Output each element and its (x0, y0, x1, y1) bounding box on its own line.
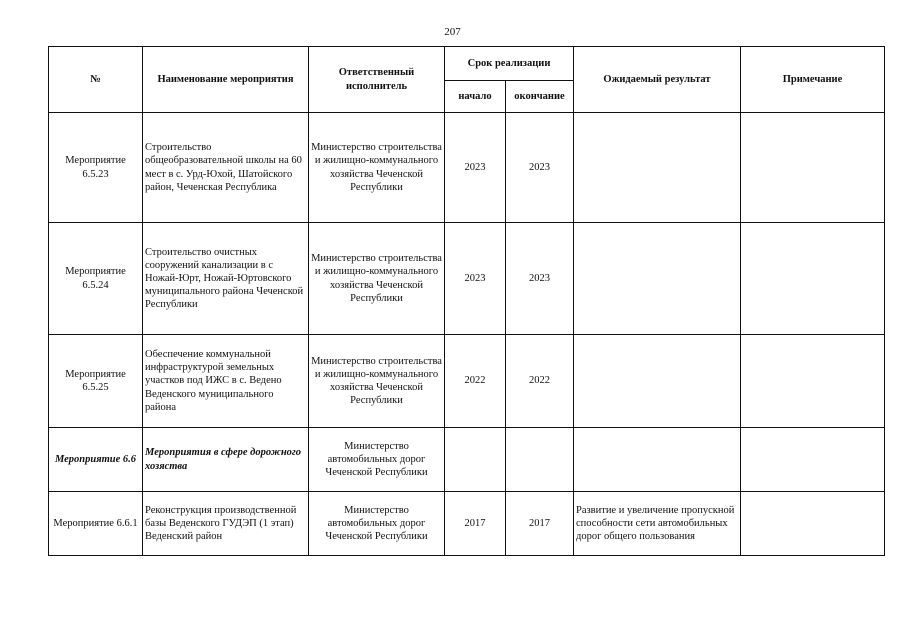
row-responsible: Министерство автомобильных дорог Чеченской Республики (309, 492, 445, 556)
header-row (49, 47, 885, 81)
table-row-section (49, 428, 885, 492)
header-responsible: Ответственный исполнитель (309, 47, 445, 113)
row-name: Строительство общеобразовательной школы на 60 мест в с. Урд-Юхой, Шатойского район, Чеченская Республика (143, 113, 309, 223)
row-result (574, 428, 741, 492)
row-name: Реконструкция производственной базы Веденского ГУДЭП (1 этап) Веденский район (143, 492, 309, 556)
row-num: Мероприятие 6.6.1 (49, 492, 143, 556)
table-row (49, 113, 885, 223)
row-name: Строительство очистных сооружений канализации в с Ножай-Юрт, Ножай-Юртовского муниципального района Чеченской Республики (143, 223, 309, 335)
row-responsible: Министерство строительства и жилищно-коммунального хозяйства Чеченской Республики (309, 335, 445, 428)
row-name: Обеспечение коммунальной инфраструктурой земельных участков под ИЖС в с. Ведено Веденского муниципального района (143, 335, 309, 428)
table-row (49, 223, 885, 335)
row-num: Мероприятие 6.6 (49, 428, 143, 492)
row-num: Мероприятие 6.5.23 (49, 113, 143, 223)
row-result (574, 113, 741, 223)
row-start: 2017 (445, 492, 506, 556)
header-result: Ожидаемый результат (574, 47, 741, 113)
row-responsible: Министерство автомобильных дорог Чеченской Республики (309, 428, 445, 492)
activities-table (48, 46, 885, 556)
header-end: окончание (506, 81, 574, 113)
row-result (574, 335, 741, 428)
row-note (741, 492, 885, 556)
row-note (741, 223, 885, 335)
row-end: 2023 (506, 223, 574, 335)
row-note (741, 113, 885, 223)
row-start: 2023 (445, 113, 506, 223)
row-note (741, 428, 885, 492)
row-note (741, 335, 885, 428)
row-end: 2022 (506, 335, 574, 428)
header-note: Примечание (741, 47, 885, 113)
row-start: 2023 (445, 223, 506, 335)
row-responsible: Министерство строительства и жилищно-коммунального хозяйства Чеченской Республики (309, 113, 445, 223)
header-period: Срок реализации (445, 47, 574, 81)
table-row (49, 335, 885, 428)
row-num: Мероприятие 6.5.25 (49, 335, 143, 428)
row-start (445, 428, 506, 492)
header-start: начало (445, 81, 506, 113)
row-result: Развитие и увеличение пропускной способности сети автомобильных дорог общего пользования (574, 492, 741, 556)
row-end (506, 428, 574, 492)
row-name: Мероприятия в сфере дорожного хозяства (143, 428, 309, 492)
row-start: 2022 (445, 335, 506, 428)
row-end: 2023 (506, 113, 574, 223)
row-result (574, 223, 741, 335)
header-num: № (49, 47, 143, 113)
row-end: 2017 (506, 492, 574, 556)
row-num: Мероприятие 6.5.24 (49, 223, 143, 335)
row-responsible: Министерство строительства и жилищно-коммунального хозяйства Чеченской Республики (309, 223, 445, 335)
page-number: 207 (444, 26, 461, 38)
table-row (49, 492, 885, 556)
header-name: Наименование мероприятия (143, 47, 309, 113)
